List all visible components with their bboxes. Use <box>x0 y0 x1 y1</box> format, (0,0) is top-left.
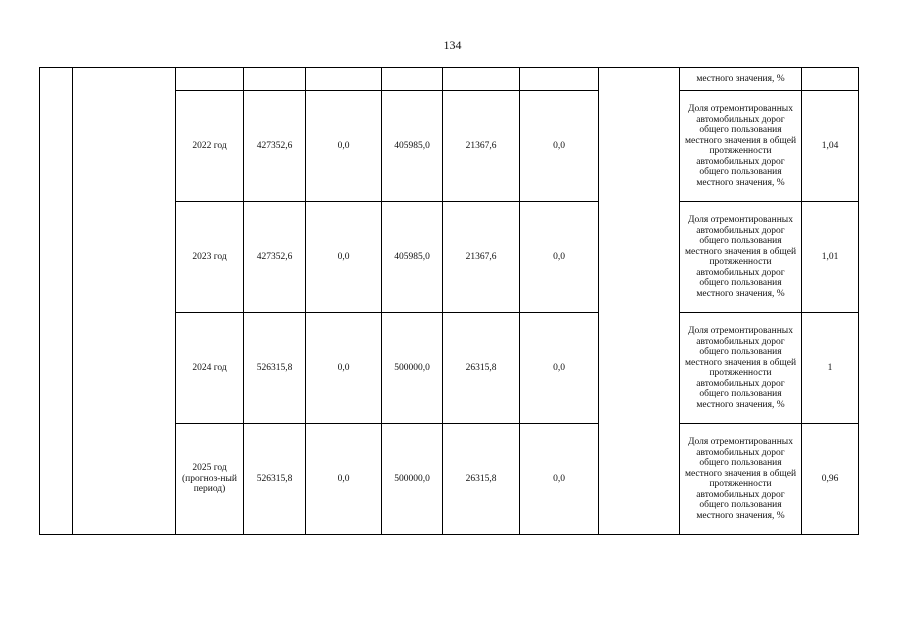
cell-col5 <box>520 68 599 91</box>
cell-col5: 0,0 <box>520 424 599 535</box>
cell-col5: 0,0 <box>520 313 599 424</box>
cell-col2: 0,0 <box>306 313 382 424</box>
cell-responsible <box>599 68 680 535</box>
cell-col4: 21367,6 <box>443 91 520 202</box>
cell-value: 1,01 <box>802 202 859 313</box>
cell-value: 0,96 <box>802 424 859 535</box>
cell-value <box>802 68 859 91</box>
cell-col2: 0,0 <box>306 202 382 313</box>
cell-period: 2022 год <box>176 91 244 202</box>
cell-total <box>244 68 306 91</box>
cell-col3: 500000,0 <box>382 313 443 424</box>
cell-value: 1,04 <box>802 91 859 202</box>
cell-total: 427352,6 <box>244 202 306 313</box>
cell-col3 <box>382 68 443 91</box>
cell-col2: 0,0 <box>306 91 382 202</box>
cell-indicator: Доля отремонтированных автомобильных дорог общего пользования местного значения в общей протяженности автомобильных дорог общего пользования местного значения, % <box>680 91 802 202</box>
cell-col5: 0,0 <box>520 202 599 313</box>
page-number: 134 <box>443 38 462 52</box>
cell-indicator: местного значения, % <box>680 68 802 91</box>
cell-col4: 26315,8 <box>443 313 520 424</box>
table-row-continuation <box>40 68 859 91</box>
cell-col3: 405985,0 <box>382 91 443 202</box>
cell-total: 526315,8 <box>244 313 306 424</box>
program-table <box>39 67 859 535</box>
cell-number <box>40 68 73 535</box>
cell-col4: 26315,8 <box>443 424 520 535</box>
cell-total: 427352,6 <box>244 91 306 202</box>
cell-col4: 21367,6 <box>443 202 520 313</box>
cell-col2: 0,0 <box>306 424 382 535</box>
cell-period: 2025 год (прогноз-ный период) <box>176 424 244 535</box>
cell-indicator: Доля отремонтированных автомобильных дорог общего пользования местного значения в общей протяженности автомобильных дорог общего пользования местного значения, % <box>680 424 802 535</box>
cell-col3: 405985,0 <box>382 202 443 313</box>
cell-period: 2023 год <box>176 202 244 313</box>
cell-indicator: Доля отремонтированных автомобильных дорог общего пользования местного значения в общей протяженности автомобильных дорог общего пользования местного значения, % <box>680 313 802 424</box>
cell-col3: 500000,0 <box>382 424 443 535</box>
cell-indicator: Доля отремонтированных автомобильных дорог общего пользования местного значения в общей протяженности автомобильных дорог общего пользования местного значения, % <box>680 202 802 313</box>
cell-name <box>73 68 176 535</box>
cell-value: 1 <box>802 313 859 424</box>
cell-period: 2024 год <box>176 313 244 424</box>
cell-col2 <box>306 68 382 91</box>
cell-period <box>176 68 244 91</box>
cell-col4 <box>443 68 520 91</box>
cell-col5: 0,0 <box>520 91 599 202</box>
cell-total: 526315,8 <box>244 424 306 535</box>
